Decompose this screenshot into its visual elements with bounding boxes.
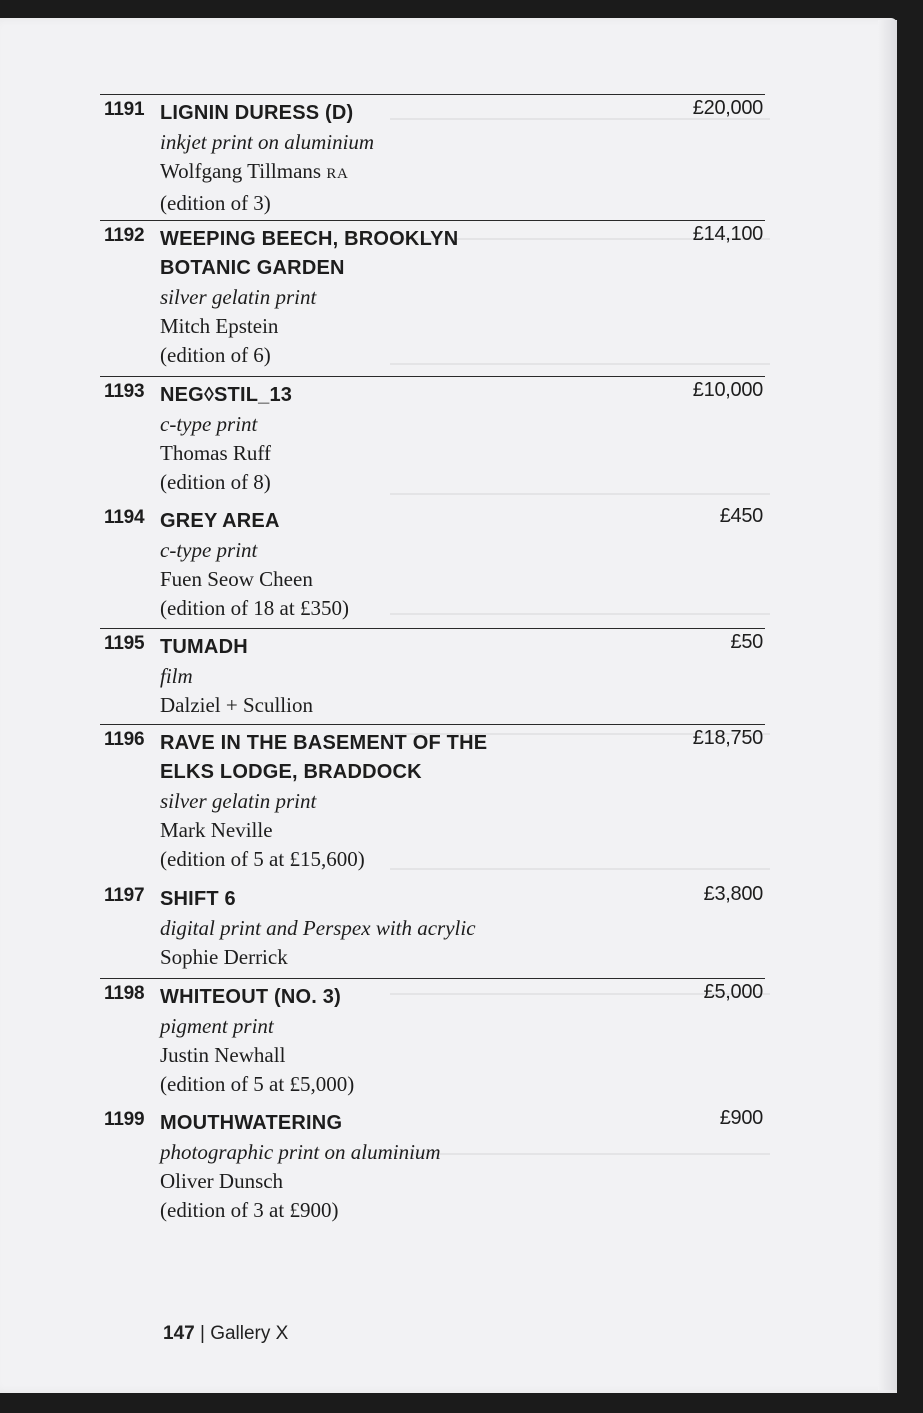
lot-edition: (edition of 8) <box>160 470 271 494</box>
lot-artist: Mark Neville <box>160 818 273 842</box>
lot-edition: (edition of 5 at £15,600) <box>160 847 365 871</box>
footer-section: Gallery X <box>210 1323 289 1344</box>
lot-edition: (edition of 3) <box>160 191 271 215</box>
lot-price: £50 <box>730 631 763 653</box>
lot-artist: Sophie Derrick <box>160 945 288 969</box>
lot-entry <box>100 880 765 972</box>
page-footer <box>163 1323 288 1345</box>
lot-title: RAVE IN THE BASEMENT OF THE ELKS LODGE, BRADDOCK <box>160 732 488 783</box>
lot-medium: c-type print <box>160 412 258 436</box>
lot-title: GREY AREA <box>160 510 280 532</box>
lot-entry <box>100 1104 765 1225</box>
lot-entry <box>100 502 765 623</box>
lot-artist: Wolfgang Tillmans RA <box>160 159 349 183</box>
artist-suffix: RA <box>326 166 349 182</box>
lot-entry <box>100 724 765 874</box>
lot-title: NEG◊STIL_13 <box>160 384 293 406</box>
lot-number: 1194 <box>104 507 145 528</box>
lot-price: £20,000 <box>692 97 763 119</box>
lot-price: £5,000 <box>703 981 763 1003</box>
lot-title: LIGNIN DURESS (D) <box>160 102 354 124</box>
lot-edition: (edition of 18 at £350) <box>160 596 349 620</box>
lot-artist: Oliver Dunsch <box>160 1169 284 1193</box>
lot-title: WHITEOUT (NO. 3) <box>160 986 341 1008</box>
lot-entry <box>100 220 765 370</box>
lot-price: £450 <box>719 505 763 527</box>
catalogue-page <box>0 18 897 1393</box>
footer-separator: | <box>199 1323 205 1344</box>
lot-number: 1199 <box>104 1109 145 1130</box>
lot-entry <box>100 376 765 497</box>
lot-edition: (edition of 5 at £5,000) <box>160 1072 355 1096</box>
lot-entry <box>100 978 765 1099</box>
lot-edition: (edition of 6) <box>160 343 271 367</box>
lot-price: £10,000 <box>692 379 763 401</box>
lot-number: 1195 <box>104 633 145 654</box>
lot-artist: Justin Newhall <box>160 1043 286 1067</box>
lot-medium: digital print and Perspex with acrylic <box>160 916 476 940</box>
lot-number: 1193 <box>104 381 145 402</box>
lot-number: 1198 <box>104 983 145 1004</box>
lot-price: £900 <box>719 1107 763 1129</box>
lot-medium: silver gelatin print <box>160 789 317 813</box>
page-edge <box>878 20 897 1390</box>
lot-medium: film <box>160 664 193 688</box>
lot-medium: inkjet print on aluminium <box>160 130 375 154</box>
lot-edition: (edition of 3 at £900) <box>160 1198 339 1222</box>
lot-artist: Thomas Ruff <box>160 441 272 465</box>
lot-artist: Dalziel + Scullion <box>160 693 313 717</box>
lot-artist: Mitch Epstein <box>160 314 279 338</box>
lot-artist: Fuen Seow Cheen <box>160 567 313 591</box>
lot-price: £18,750 <box>692 727 763 749</box>
lot-price: £3,800 <box>703 883 763 905</box>
lot-title: MOUTHWATERING <box>160 1112 343 1134</box>
page-number: 147 <box>163 1323 195 1344</box>
lot-title: WEEPING BEECH, BROOKLYN BOTANIC GARDEN <box>160 228 459 279</box>
lot-title: SHIFT 6 <box>160 888 236 910</box>
lot-medium: photographic print on aluminium <box>160 1140 441 1164</box>
lot-title: TUMADH <box>160 636 248 658</box>
lot-medium: silver gelatin print <box>160 285 317 309</box>
lot-number: 1196 <box>104 729 145 750</box>
lot-entry <box>100 94 765 218</box>
lot-number: 1197 <box>104 885 145 906</box>
lot-number: 1191 <box>104 99 145 120</box>
lot-number: 1192 <box>104 225 145 246</box>
lot-price: £14,100 <box>692 223 763 245</box>
lot-medium: pigment print <box>160 1014 274 1038</box>
lot-entry <box>100 628 765 720</box>
lot-medium: c-type print <box>160 538 258 562</box>
